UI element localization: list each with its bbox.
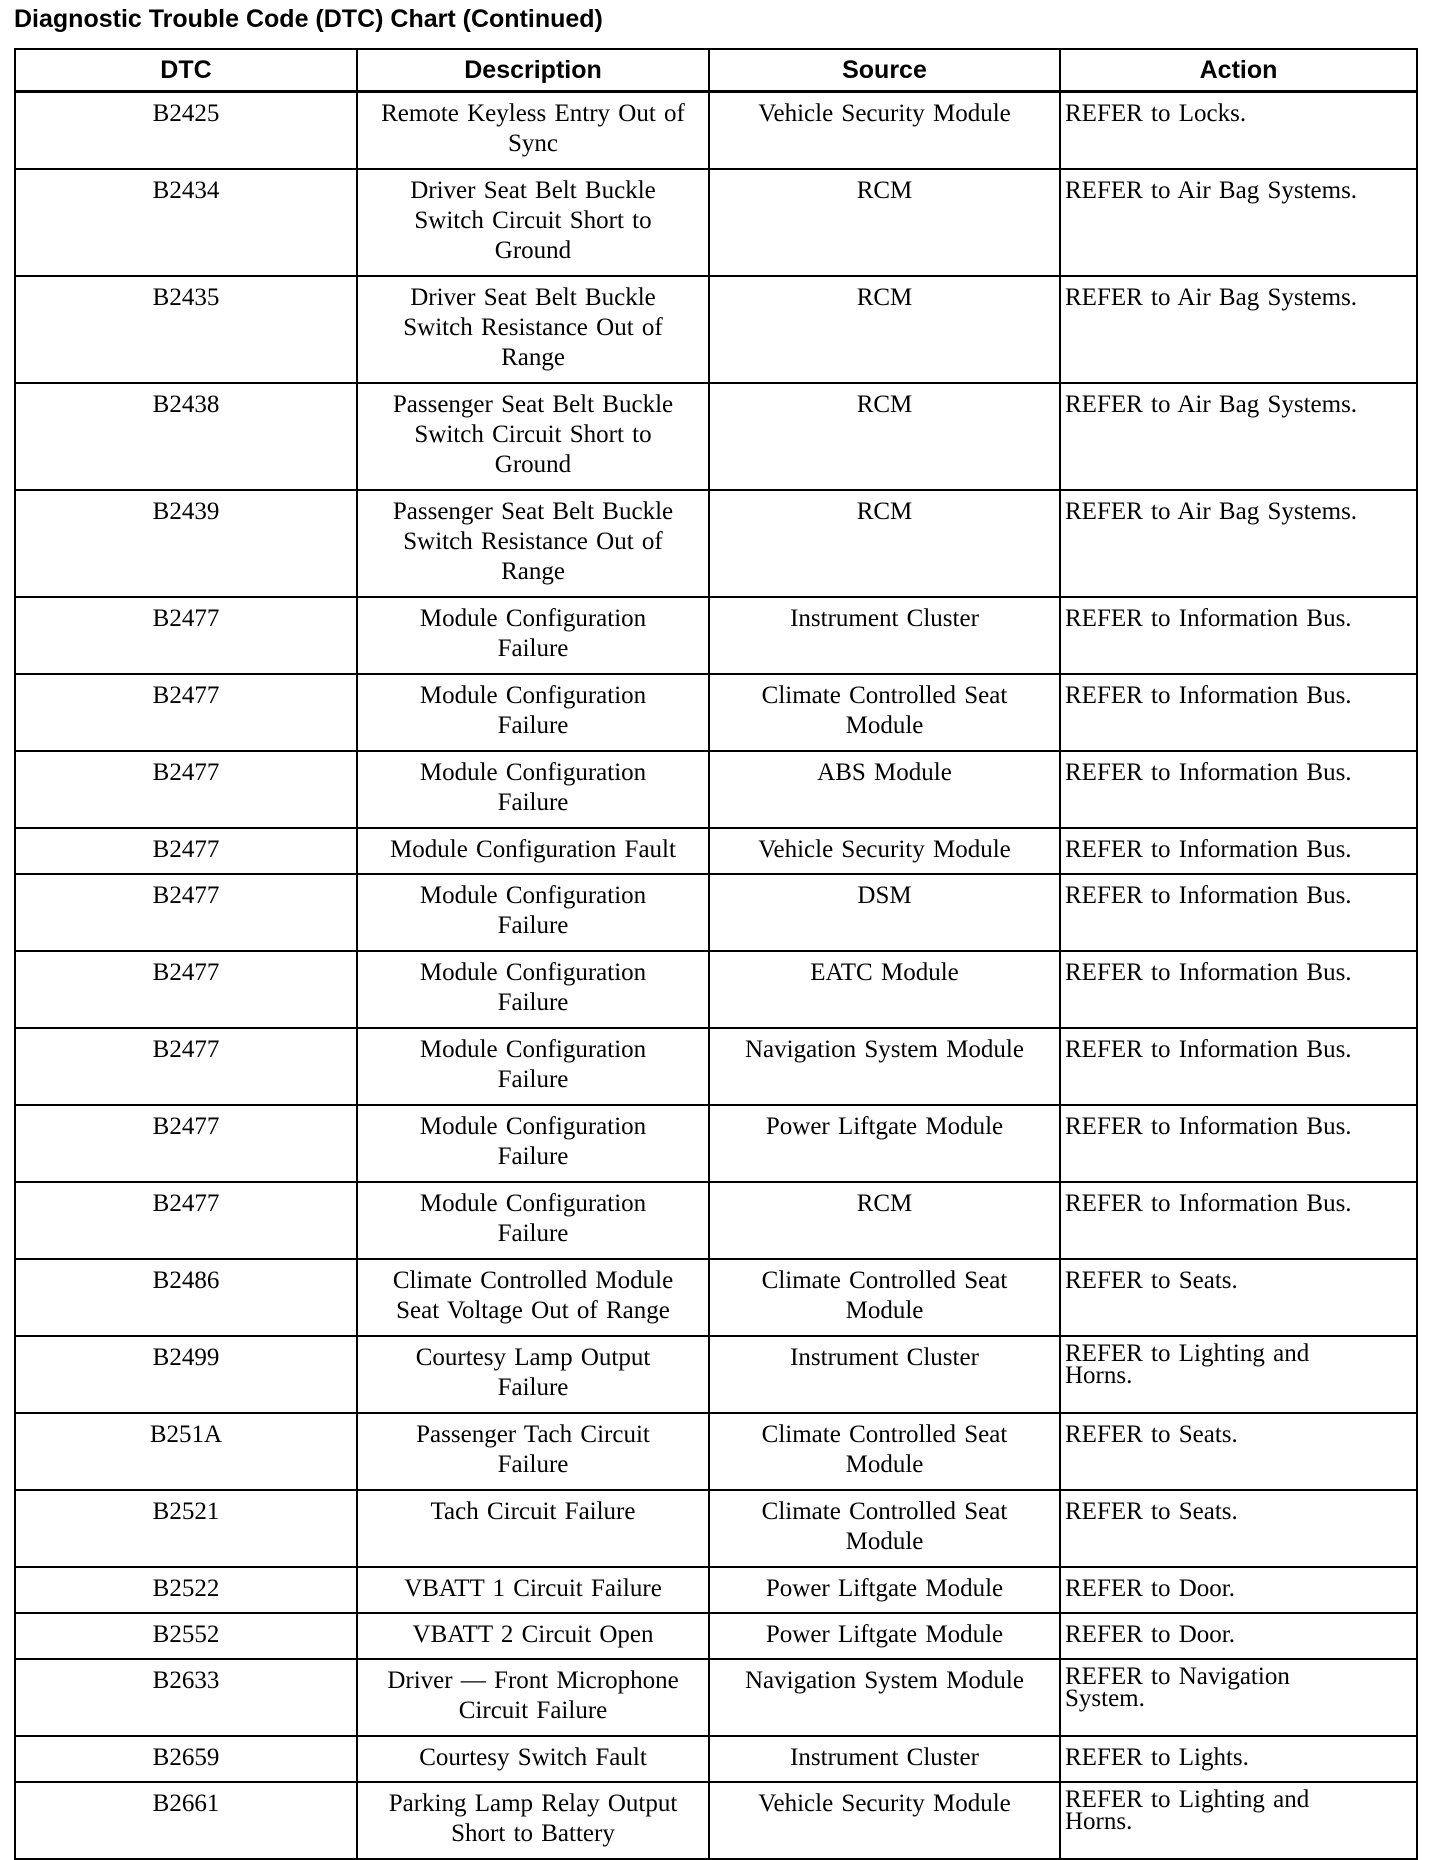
action-text: REFER to Lighting and Horns. xyxy=(1065,1340,1310,1389)
column-header-source: Source xyxy=(709,49,1060,92)
dtc-action: REFER to Door. xyxy=(1060,1613,1417,1659)
table-row xyxy=(15,383,1417,490)
page-title: Diagnostic Trouble Code (DTC) Chart (Continued) xyxy=(14,5,603,33)
description-text: Driver — Front Microphone Circuit Failure xyxy=(387,1667,679,1724)
source-text: Climate Controlled Seat Module xyxy=(761,1267,1008,1324)
dtc-code: B2552 xyxy=(15,1613,357,1659)
dtc-table xyxy=(14,48,1418,1860)
dtc-action: REFER to Lights. xyxy=(1060,1736,1417,1782)
dtc-code: B2477 xyxy=(15,828,357,874)
dtc-code: B2439 xyxy=(15,490,357,597)
dtc-description xyxy=(357,1259,709,1336)
dtc-source: Power Liftgate Module xyxy=(709,1105,1060,1182)
dtc-description xyxy=(357,1336,709,1413)
dtc-action: REFER to Door. xyxy=(1060,1567,1417,1613)
dtc-source: RCM xyxy=(709,1182,1060,1259)
table-row xyxy=(15,751,1417,828)
dtc-source: Instrument Cluster xyxy=(709,597,1060,674)
description-text: Module Configuration Failure xyxy=(419,759,647,816)
description-text: Climate Controlled Module Seat Voltage Out of Range xyxy=(392,1267,674,1324)
action-text: REFER to Lighting and Horns. xyxy=(1065,1786,1310,1835)
dtc-description xyxy=(357,169,709,276)
dtc-action: REFER to Information Bus. xyxy=(1060,1028,1417,1105)
dtc-action: REFER to Locks. xyxy=(1060,92,1417,170)
dtc-source: RCM xyxy=(709,383,1060,490)
dtc-description: Module Configuration Fault xyxy=(357,828,709,874)
table-row xyxy=(15,1490,1417,1567)
dtc-source: EATC Module xyxy=(709,951,1060,1028)
dtc-description xyxy=(357,276,709,383)
table-row xyxy=(15,951,1417,1028)
table-row xyxy=(15,169,1417,276)
table-row xyxy=(15,276,1417,383)
dtc-description xyxy=(357,1028,709,1105)
dtc-description: Courtesy Switch Fault xyxy=(357,1736,709,1782)
description-text: Passenger Tach Circuit Failure xyxy=(416,1421,650,1478)
table-row xyxy=(15,1105,1417,1182)
dtc-action: REFER to Information Bus. xyxy=(1060,1105,1417,1182)
dtc-code: B251A xyxy=(15,1413,357,1490)
dtc-action: REFER to Seats. xyxy=(1060,1413,1417,1490)
dtc-action: REFER to Air Bag Systems. xyxy=(1060,276,1417,383)
dtc-source: RCM xyxy=(709,169,1060,276)
table-row xyxy=(15,1567,1417,1613)
dtc-action: REFER to Seats. xyxy=(1060,1259,1417,1336)
table-row xyxy=(15,1028,1417,1105)
table-row xyxy=(15,1659,1417,1736)
source-text: Climate Controlled Seat Module xyxy=(761,682,1008,739)
description-text: Passenger Seat Belt Buckle Switch Circuit Short to Ground xyxy=(392,391,674,478)
table-row xyxy=(15,828,1417,874)
dtc-source xyxy=(709,1413,1060,1490)
description-text: Driver Seat Belt Buckle Switch Circuit Short to Ground xyxy=(410,177,656,264)
source-text: Climate Controlled Seat Module xyxy=(761,1498,1008,1555)
dtc-code: B2486 xyxy=(15,1259,357,1336)
table-row xyxy=(15,597,1417,674)
dtc-code: B2633 xyxy=(15,1659,357,1736)
dtc-code: B2435 xyxy=(15,276,357,383)
dtc-code: B2499 xyxy=(15,1336,357,1413)
dtc-code: B2521 xyxy=(15,1490,357,1567)
dtc-action: REFER to Information Bus. xyxy=(1060,828,1417,874)
dtc-source: RCM xyxy=(709,490,1060,597)
description-text: Passenger Seat Belt Buckle Switch Resistance Out of Range xyxy=(392,498,674,585)
dtc-action: REFER to Information Bus. xyxy=(1060,751,1417,828)
description-text: Module Configuration Failure xyxy=(419,1036,647,1093)
table-row xyxy=(15,1182,1417,1259)
dtc-action: REFER to Air Bag Systems. xyxy=(1060,383,1417,490)
dtc-action: REFER to Information Bus. xyxy=(1060,674,1417,751)
dtc-code: B2477 xyxy=(15,1105,357,1182)
dtc-code: B2477 xyxy=(15,1028,357,1105)
table-row xyxy=(15,1736,1417,1782)
description-text: Courtesy Lamp Output Failure xyxy=(415,1344,651,1401)
dtc-description xyxy=(357,874,709,951)
dtc-description xyxy=(357,1782,709,1859)
dtc-source: Instrument Cluster xyxy=(709,1736,1060,1782)
dtc-action xyxy=(1060,1659,1417,1736)
dtc-action: REFER to Information Bus. xyxy=(1060,597,1417,674)
dtc-code: B2659 xyxy=(15,1736,357,1782)
table-row xyxy=(15,92,1417,170)
table-row xyxy=(15,1259,1417,1336)
dtc-source: Navigation System Module xyxy=(709,1028,1060,1105)
dtc-code: B2477 xyxy=(15,951,357,1028)
dtc-source: Vehicle Security Module xyxy=(709,828,1060,874)
description-text: Module Configuration Failure xyxy=(419,682,647,739)
description-text: Parking Lamp Relay Output Short to Battery xyxy=(388,1790,678,1847)
dtc-action: REFER to Information Bus. xyxy=(1060,951,1417,1028)
dtc-description xyxy=(357,383,709,490)
dtc-source: ABS Module xyxy=(709,751,1060,828)
dtc-code: B2477 xyxy=(15,597,357,674)
table-row xyxy=(15,1782,1417,1859)
dtc-action xyxy=(1060,1336,1417,1413)
dtc-source: Power Liftgate Module xyxy=(709,1613,1060,1659)
column-header-dtc: DTC xyxy=(15,49,357,92)
table-row xyxy=(15,674,1417,751)
table-row xyxy=(15,1413,1417,1490)
dtc-code: B2477 xyxy=(15,674,357,751)
action-text: REFER to Navigation System. xyxy=(1065,1663,1290,1712)
table-row xyxy=(15,874,1417,951)
dtc-description xyxy=(357,1105,709,1182)
dtc-description xyxy=(357,490,709,597)
dtc-action: REFER to Seats. xyxy=(1060,1490,1417,1567)
description-text: Module Configuration Failure xyxy=(419,882,647,939)
dtc-source: RCM xyxy=(709,276,1060,383)
description-text: Module Configuration Failure xyxy=(419,605,647,662)
dtc-source xyxy=(709,674,1060,751)
dtc-code: B2477 xyxy=(15,751,357,828)
description-text: Module Configuration Failure xyxy=(419,959,647,1016)
table-row xyxy=(15,490,1417,597)
dtc-code: B2477 xyxy=(15,1182,357,1259)
dtc-source xyxy=(709,1490,1060,1567)
table-row xyxy=(15,1336,1417,1413)
dtc-source: DSM xyxy=(709,874,1060,951)
dtc-action xyxy=(1060,1782,1417,1859)
dtc-description xyxy=(357,751,709,828)
dtc-source xyxy=(709,1259,1060,1336)
dtc-source: Navigation System Module xyxy=(709,1659,1060,1736)
dtc-description xyxy=(357,951,709,1028)
dtc-action: REFER to Air Bag Systems. xyxy=(1060,490,1417,597)
dtc-description xyxy=(357,92,709,170)
column-header-action: Action xyxy=(1060,49,1417,92)
dtc-source: Instrument Cluster xyxy=(709,1336,1060,1413)
description-text: Module Configuration Failure xyxy=(419,1190,647,1247)
table-header-row xyxy=(15,49,1417,92)
dtc-description: VBATT 1 Circuit Failure xyxy=(357,1567,709,1613)
dtc-action: REFER to Information Bus. xyxy=(1060,874,1417,951)
dtc-description xyxy=(357,674,709,751)
dtc-description xyxy=(357,1413,709,1490)
description-text: Remote Keyless Entry Out of Sync xyxy=(381,100,685,157)
table-row xyxy=(15,1613,1417,1659)
dtc-description xyxy=(357,597,709,674)
dtc-code: B2477 xyxy=(15,874,357,951)
dtc-code: B2661 xyxy=(15,1782,357,1859)
dtc-code: B2425 xyxy=(15,92,357,170)
dtc-description: VBATT 2 Circuit Open xyxy=(357,1613,709,1659)
dtc-action: REFER to Information Bus. xyxy=(1060,1182,1417,1259)
dtc-description xyxy=(357,1182,709,1259)
description-text: Driver Seat Belt Buckle Switch Resistance Out of Range xyxy=(403,284,663,371)
column-header-description: Description xyxy=(357,49,709,92)
dtc-description xyxy=(357,1659,709,1736)
dtc-source: Vehicle Security Module xyxy=(709,1782,1060,1859)
dtc-source: Power Liftgate Module xyxy=(709,1567,1060,1613)
dtc-code: B2434 xyxy=(15,169,357,276)
dtc-code: B2438 xyxy=(15,383,357,490)
dtc-description: Tach Circuit Failure xyxy=(357,1490,709,1567)
description-text: Module Configuration Failure xyxy=(419,1113,647,1170)
dtc-source: Vehicle Security Module xyxy=(709,92,1060,170)
source-text: Climate Controlled Seat Module xyxy=(761,1421,1008,1478)
dtc-code: B2522 xyxy=(15,1567,357,1613)
dtc-action: REFER to Air Bag Systems. xyxy=(1060,169,1417,276)
